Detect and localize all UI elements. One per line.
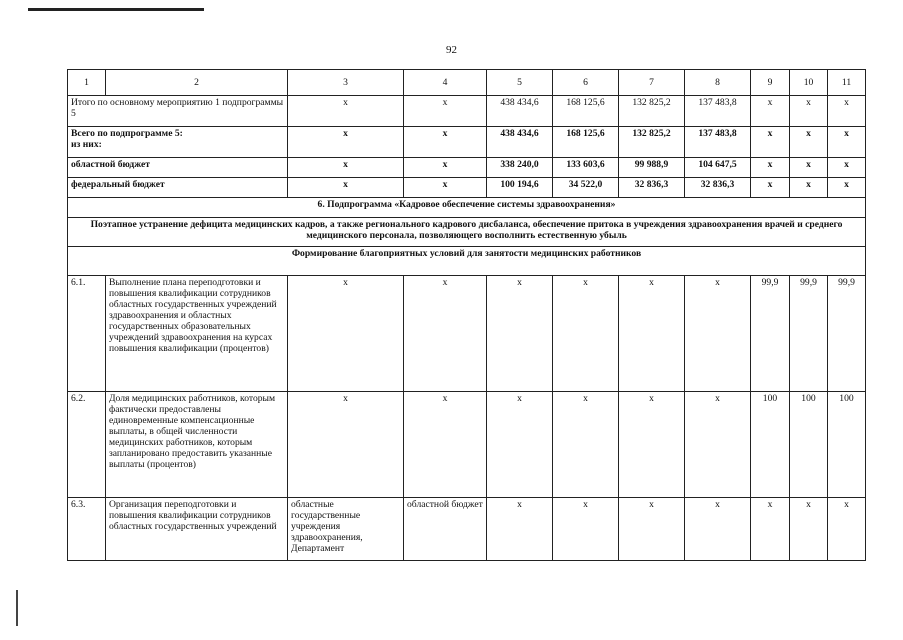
table-cell: х (553, 276, 619, 392)
table-cell: х (790, 127, 828, 158)
table-cell: 438 434,6 (487, 127, 553, 158)
item-description: Выполнение плана переподготовки и повышения квалификации сотрудников областных государственных учреждений здравоохранения и областных государственных образовательных учреждений здравоохранения на курсах повышения квалификации (процентов) (106, 276, 288, 392)
table-cell: х (288, 178, 404, 198)
item-number: 6.2. (68, 392, 106, 498)
table-cell: х (288, 276, 404, 392)
table-cell: 100 (790, 392, 828, 498)
table-cell: х (619, 276, 685, 392)
table-cell: х (828, 498, 866, 561)
table-cell: х (404, 276, 487, 392)
column-header: 8 (685, 70, 751, 96)
table-cell: х (404, 127, 487, 158)
table-cell: 100 194,6 (487, 178, 553, 198)
row-label: Итого по основному мероприятию 1 подпрограммы 5 (68, 96, 288, 127)
task-row (68, 247, 866, 276)
table-cell: областные государственные учреждения здравоохранения, Департамент (288, 498, 404, 561)
column-header: 5 (487, 70, 553, 96)
table-cell: 99,9 (751, 276, 790, 392)
table-cell: х (751, 498, 790, 561)
table-cell: 99 988,9 (619, 158, 685, 178)
table-cell: х (487, 392, 553, 498)
table-cell: х (751, 158, 790, 178)
table-cell: х (288, 392, 404, 498)
column-header: 4 (404, 70, 487, 96)
table-cell: 338 240,0 (487, 158, 553, 178)
section-title: 6. Подпрограмма «Кадровое обеспечение системы здравоохранения» (68, 198, 866, 218)
table-cell: х (751, 127, 790, 158)
table-cell: 137 483,8 (685, 127, 751, 158)
table-cell: х (790, 498, 828, 561)
column-header: 6 (553, 70, 619, 96)
table-cell: х (828, 127, 866, 158)
table-cell: х (751, 178, 790, 198)
table-cell: 132 825,2 (619, 96, 685, 127)
table-cell: х (619, 392, 685, 498)
table-cell: 32 836,3 (685, 178, 751, 198)
margin-mark (16, 590, 18, 626)
table-cell: х (828, 178, 866, 198)
table-row-total-subprogram (68, 127, 866, 158)
column-header: 3 (288, 70, 404, 96)
table-cell: 34 522,0 (553, 178, 619, 198)
table-cell: 104 647,5 (685, 158, 751, 178)
table-cell: х (404, 158, 487, 178)
table-cell: х (487, 498, 553, 561)
table-cell: 100 (828, 392, 866, 498)
item-description: Организация переподготовки и повышения квалификации сотрудников областных государственных учреждений (106, 498, 288, 561)
item-description: Доля медицинских работников, которым фактически предоставлены единовременные компенсационные выплаты, в общей численности медицинских работников, которым запланировано предоставить указанные выплаты (процентов) (106, 392, 288, 498)
goal-row (68, 218, 866, 247)
column-header: 9 (751, 70, 790, 96)
table-cell: 438 434,6 (487, 96, 553, 127)
program-table (67, 69, 866, 561)
page-number: 92 (446, 44, 457, 56)
table-cell: х (288, 96, 404, 127)
goal-text: Поэтапное устранение дефицита медицинских кадров, а также регионального кадрового дисбаланса, обеспечение притока в учреждения здравоохранения врачей и среднего медицинского персонала, позволяющего восполнить естественную убыль (68, 218, 866, 247)
table-cell: х (404, 178, 487, 198)
column-header: 7 (619, 70, 685, 96)
table-row-total-measure (68, 96, 866, 127)
table-cell: х (404, 96, 487, 127)
table-cell: х (553, 498, 619, 561)
table-cell: х (828, 158, 866, 178)
table-cell: х (685, 276, 751, 392)
task-text: Формирование благоприятных условий для занятости медицинских работников (68, 247, 866, 276)
table-cell: х (553, 392, 619, 498)
column-header: 1 (68, 70, 106, 96)
table-cell: х (685, 498, 751, 561)
row-label: федеральный бюджет (68, 178, 288, 198)
table-cell: 132 825,2 (619, 127, 685, 158)
table-cell: 100 (751, 392, 790, 498)
table-cell: х (790, 178, 828, 198)
table-cell: х (685, 392, 751, 498)
table-cell: х (404, 392, 487, 498)
item-number: 6.3. (68, 498, 106, 561)
table-cell: 137 483,8 (685, 96, 751, 127)
table-row-item-6-3 (68, 498, 866, 561)
table-cell: х (288, 127, 404, 158)
table-cell: х (751, 96, 790, 127)
table-cell: х (487, 276, 553, 392)
table-cell: х (828, 96, 866, 127)
table-cell: 99,9 (828, 276, 866, 392)
table-cell: х (288, 158, 404, 178)
table-cell: х (619, 498, 685, 561)
table-cell: 168 125,6 (553, 127, 619, 158)
column-number-row (68, 70, 866, 96)
row-label: Всего по подпрограмме 5: из них: (68, 127, 288, 158)
table-cell: х (790, 158, 828, 178)
section-title-row (68, 198, 866, 218)
item-number: 6.1. (68, 276, 106, 392)
column-header: 10 (790, 70, 828, 96)
table-cell: 32 836,3 (619, 178, 685, 198)
table-cell: х (790, 96, 828, 127)
table-cell: 99,9 (790, 276, 828, 392)
row-label: областной бюджет (68, 158, 288, 178)
top-rule (28, 8, 204, 11)
table-row-federal-budget (68, 178, 866, 198)
table-row-regional-budget (68, 158, 866, 178)
table-row-item-6-1 (68, 276, 866, 392)
column-header: 2 (106, 70, 288, 96)
column-header: 11 (828, 70, 866, 96)
table-cell: областной бюджет (404, 498, 487, 561)
table-cell: 168 125,6 (553, 96, 619, 127)
table-row-item-6-2 (68, 392, 866, 498)
table-cell: 133 603,6 (553, 158, 619, 178)
